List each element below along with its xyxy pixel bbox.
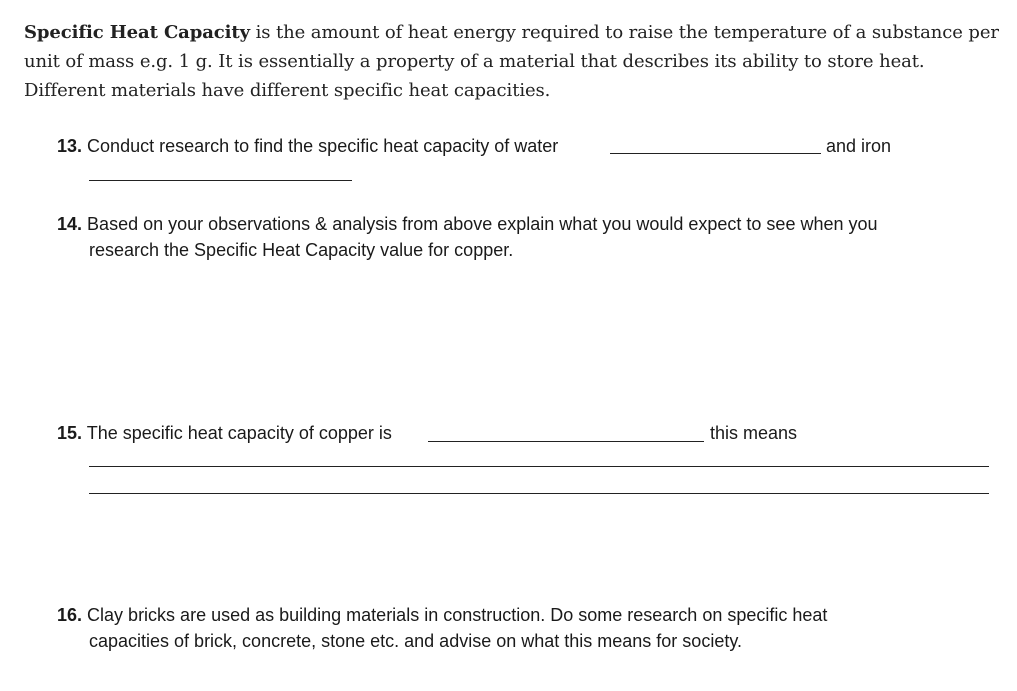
explanation-line-2[interactable] (89, 493, 989, 494)
question-number: 16. (57, 605, 83, 625)
iron-answer-blank[interactable] (89, 180, 352, 181)
question-text-line1: Based on your observations & analysis from above explain what you would expect to see when you (87, 214, 878, 234)
question-15 (57, 420, 392, 446)
explanation-line-1[interactable] (89, 466, 989, 467)
question-13-and-iron: and iron (826, 136, 892, 156)
question-14 (57, 211, 987, 263)
question-text: Conduct research to find the specific heat capacity of water (87, 136, 559, 156)
water-answer-blank[interactable] (610, 153, 821, 154)
intro-term: Specific Heat Capacity (24, 22, 250, 43)
question-16 (57, 602, 987, 654)
question-number: 15. (57, 423, 83, 443)
question-text-line1: Clay bricks are used as building materials in construction. Do some research on specific heat (87, 605, 828, 625)
question-13 (57, 133, 558, 159)
question-text-line2: research the Specific Heat Capacity value for copper. (89, 240, 514, 260)
question-number: 13. (57, 136, 83, 156)
copper-answer-blank[interactable] (428, 441, 704, 442)
question-text-line2: capacities of brick, concrete, stone etc. and advise on what this means for society. (89, 631, 742, 651)
intro-text: is the amount of heat energy required to raise the temperature of a substance per unit of mass e.g. 1 g. It is essentially a property of a material that describes its ability to store heat. Different materials have different specific heat capacities. (24, 22, 999, 101)
question-15-this-means: this means (710, 423, 798, 443)
question-number: 14. (57, 214, 83, 234)
intro-paragraph (24, 18, 999, 105)
question-text: The specific heat capacity of copper is (86, 423, 392, 443)
